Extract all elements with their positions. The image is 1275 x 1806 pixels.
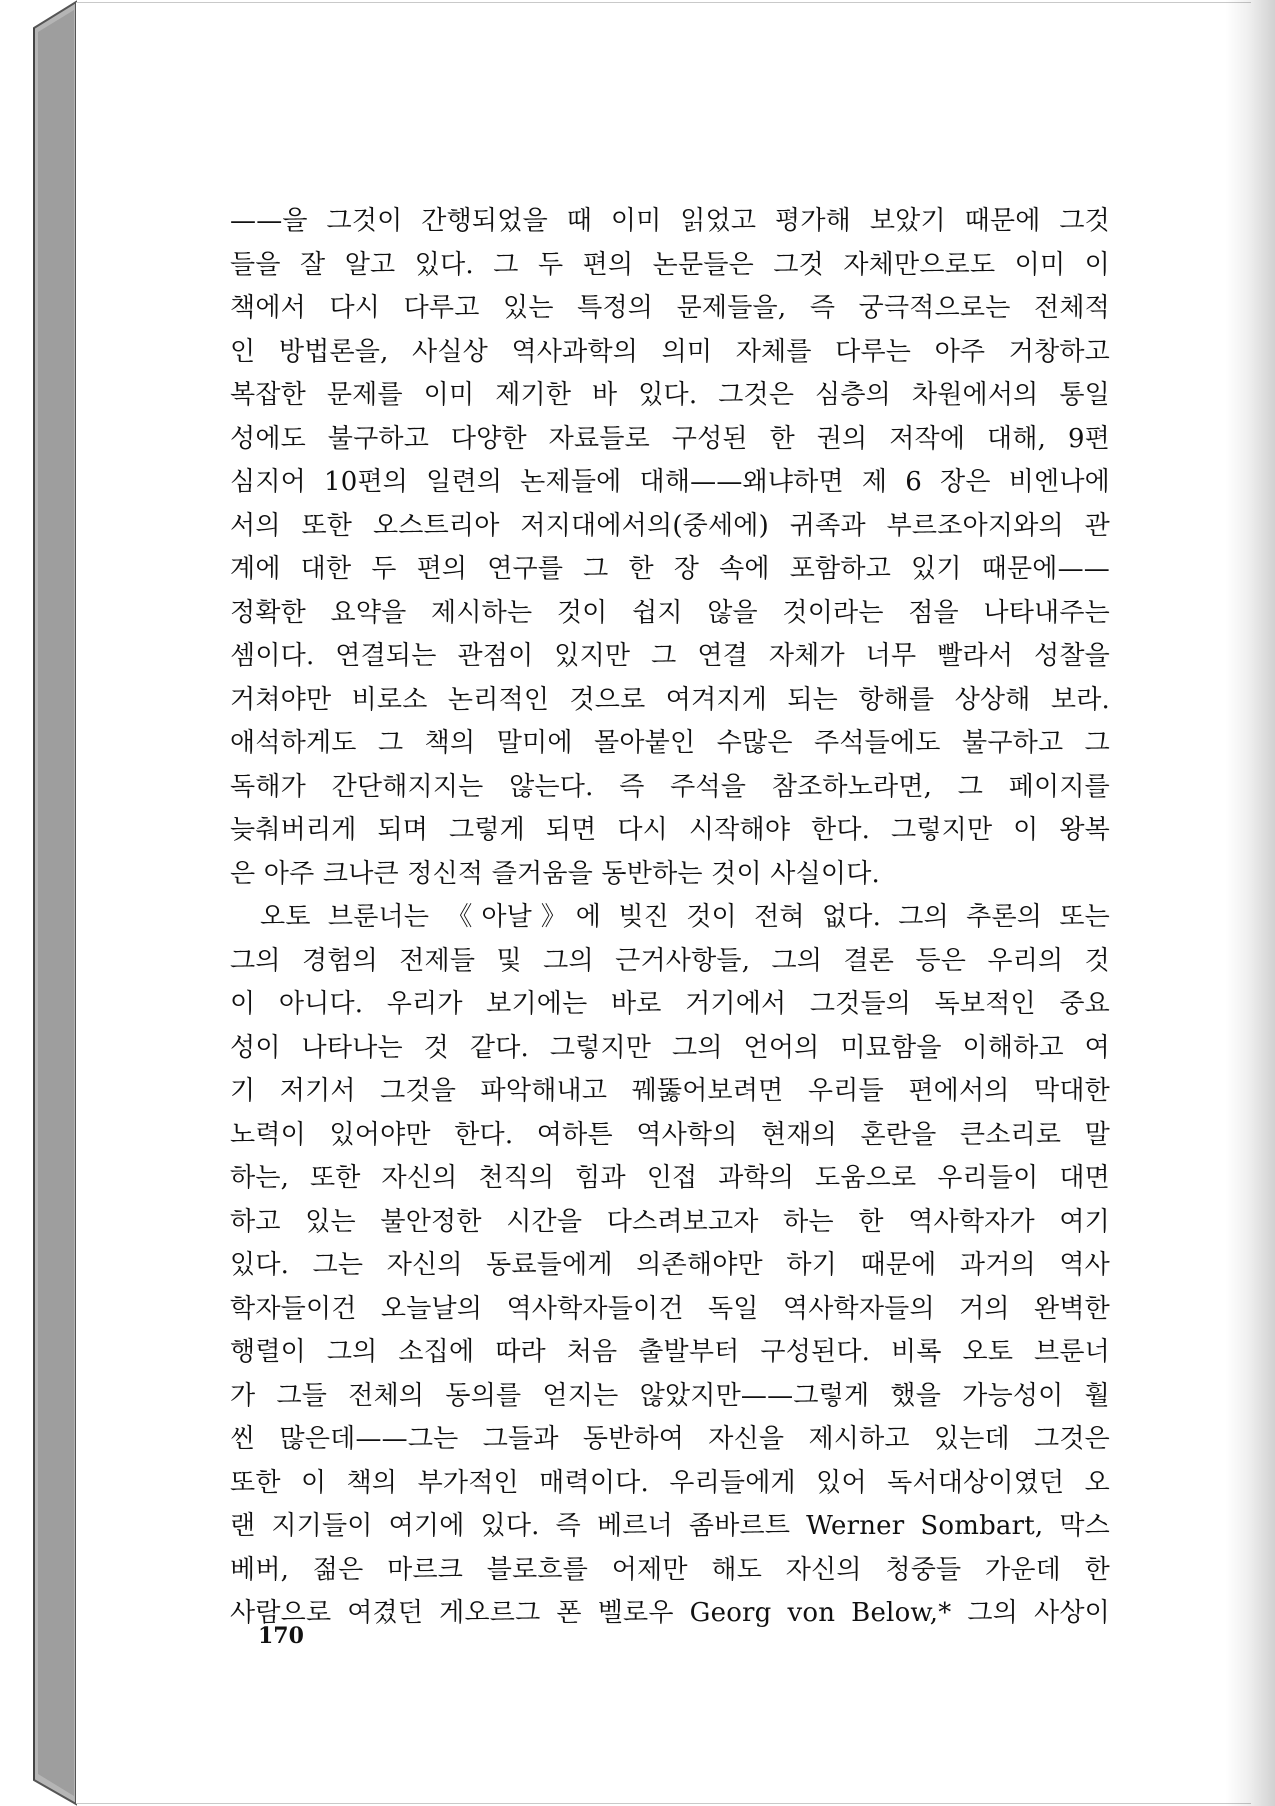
text-line: 이 아니다. 우리가 보기에는 바로 거기에서 그것들의 독보적인 중요 (230, 989, 1110, 1019)
text-line: 랜 지기들이 여기에 있다. 즉 베르너 좀바르트 Werner Sombart, 막스 (230, 1511, 1110, 1541)
text-line: 책에서 다시 다루고 있는 특정의 문제들을, 즉 궁극적으로는 전체적 (230, 293, 1110, 323)
text-line: 복잡한 문제를 이미 제기한 바 있다. 그것은 심층의 차원에서의 통일 (230, 380, 1110, 410)
text-line: 행렬이 그의 소집에 따라 처음 출발부터 구성된다. 비록 오토 브룬너 (230, 1337, 1110, 1367)
text-line: 성에도 불구하고 다양한 자료들로 구성된 한 권의 저작에 대해, 9편 (230, 423, 1110, 454)
text-line: 계에 대한 두 편의 연구를 그 한 장 속에 포함하고 있기 때문에—— (230, 554, 1110, 584)
text-line: 성이 나타나는 것 같다. 그렇지만 그의 언어의 미묘함을 이해하고 여 (230, 1032, 1110, 1063)
text-line: 정확한 요약을 제시하는 것이 쉽지 않을 것이라는 점을 나타내주는 (230, 597, 1110, 628)
text-line: 또한 이 책의 부가적인 매력이다. 우리들에게 있어 독서대상이였던 오 (230, 1467, 1110, 1498)
text-line: 노력이 있어야만 한다. 여하튼 역사학의 현재의 혼란을 큰소리로 말 (230, 1119, 1110, 1150)
text-line: 늦춰버리게 되며 그렇게 되면 다시 시작해야 한다. 그렇지만 이 왕복 (230, 815, 1110, 845)
book-edge (0, 0, 78, 1806)
text-line: 애석하게도 그 책의 말미에 몰아붙인 수많은 주석들에도 불구하고 그 (230, 728, 1110, 758)
text-line: 있다. 그는 자신의 동료들에게 의존해야만 하기 때문에 과거의 역사 (230, 1250, 1110, 1280)
text-line: 사람으로 여겼던 게오르그 폰 벨로우 Georg von Below,* 그의 사상이 (230, 1598, 1110, 1628)
text-line: 베버, 젊은 마르크 블로흐를 어제만 해도 자신의 청중들 가운데 한 (230, 1554, 1110, 1585)
text-line: 독해가 간단해지지는 않는다. 즉 주석을 참조하노라면, 그 페이지를 (230, 771, 1110, 802)
text-line: 씬 많은데——그는 그들과 동반하여 자신을 제시하고 있는데 그것은 (230, 1424, 1110, 1454)
text-line: 하고 있는 불안정한 시간을 다스려보고자 하는 한 역사학자가 여기 (230, 1206, 1110, 1237)
page-number: 170 (258, 1623, 304, 1649)
text-line: 은 아주 크나큰 정신적 즐거움을 동반하는 것이 사실이다. (230, 858, 880, 889)
text-line: ——을 그것이 간행되었을 때 이미 읽었고 평가해 보았기 때문에 그것 (230, 206, 1110, 236)
text-line: 셈이다. 연결되는 관점이 있지만 그 연결 자체가 너무 빨라서 성찰을 (230, 641, 1110, 671)
text-line-paragraph-start: 오토 브룬너는 《아날》에 빚진 것이 전혀 없다. 그의 추론의 또는 (260, 902, 1110, 932)
text-line: 서의 또한 오스트리아 저지대에서의(중세에) 귀족과 부르조아지와의 관 (230, 510, 1110, 541)
text-line: 심지어 10편의 일련의 논제들에 대해——왜냐하면 제 6 장은 비엔나에 (230, 467, 1110, 497)
book-edge-graphic (0, 0, 78, 1806)
body-text (230, 200, 1110, 1636)
text-line: 학자들이건 오늘날의 역사학자들이건 독일 역사학자들의 거의 완벽한 (230, 1293, 1110, 1324)
text-line: 그의 경험의 전제들 및 그의 근거사항들, 그의 결론 등은 우리의 것 (230, 945, 1110, 976)
text-line: 거쳐야만 비로소 논리적인 것으로 여겨지게 되는 항해를 상상해 보라. (230, 684, 1110, 715)
text-line: 가 그들 전체의 동의를 얻지는 않았지만——그렇게 했을 가능성이 훨 (230, 1380, 1110, 1411)
text-line: 기 저기서 그것을 파악해내고 꿰뚫어보려면 우리들 편에서의 막대한 (230, 1076, 1110, 1106)
text-line: 들을 잘 알고 있다. 그 두 편의 논문들은 그것 자체만으로도 이미 이 (230, 249, 1110, 280)
text-line: 하는, 또한 자신의 천직의 힘과 인접 과학의 도움으로 우리들이 대면 (230, 1163, 1110, 1193)
page-edge-shadow (1225, 0, 1275, 1806)
text-line: 인 방법론을, 사실상 역사과학의 의미 자체를 다루는 아주 거창하고 (230, 336, 1110, 367)
